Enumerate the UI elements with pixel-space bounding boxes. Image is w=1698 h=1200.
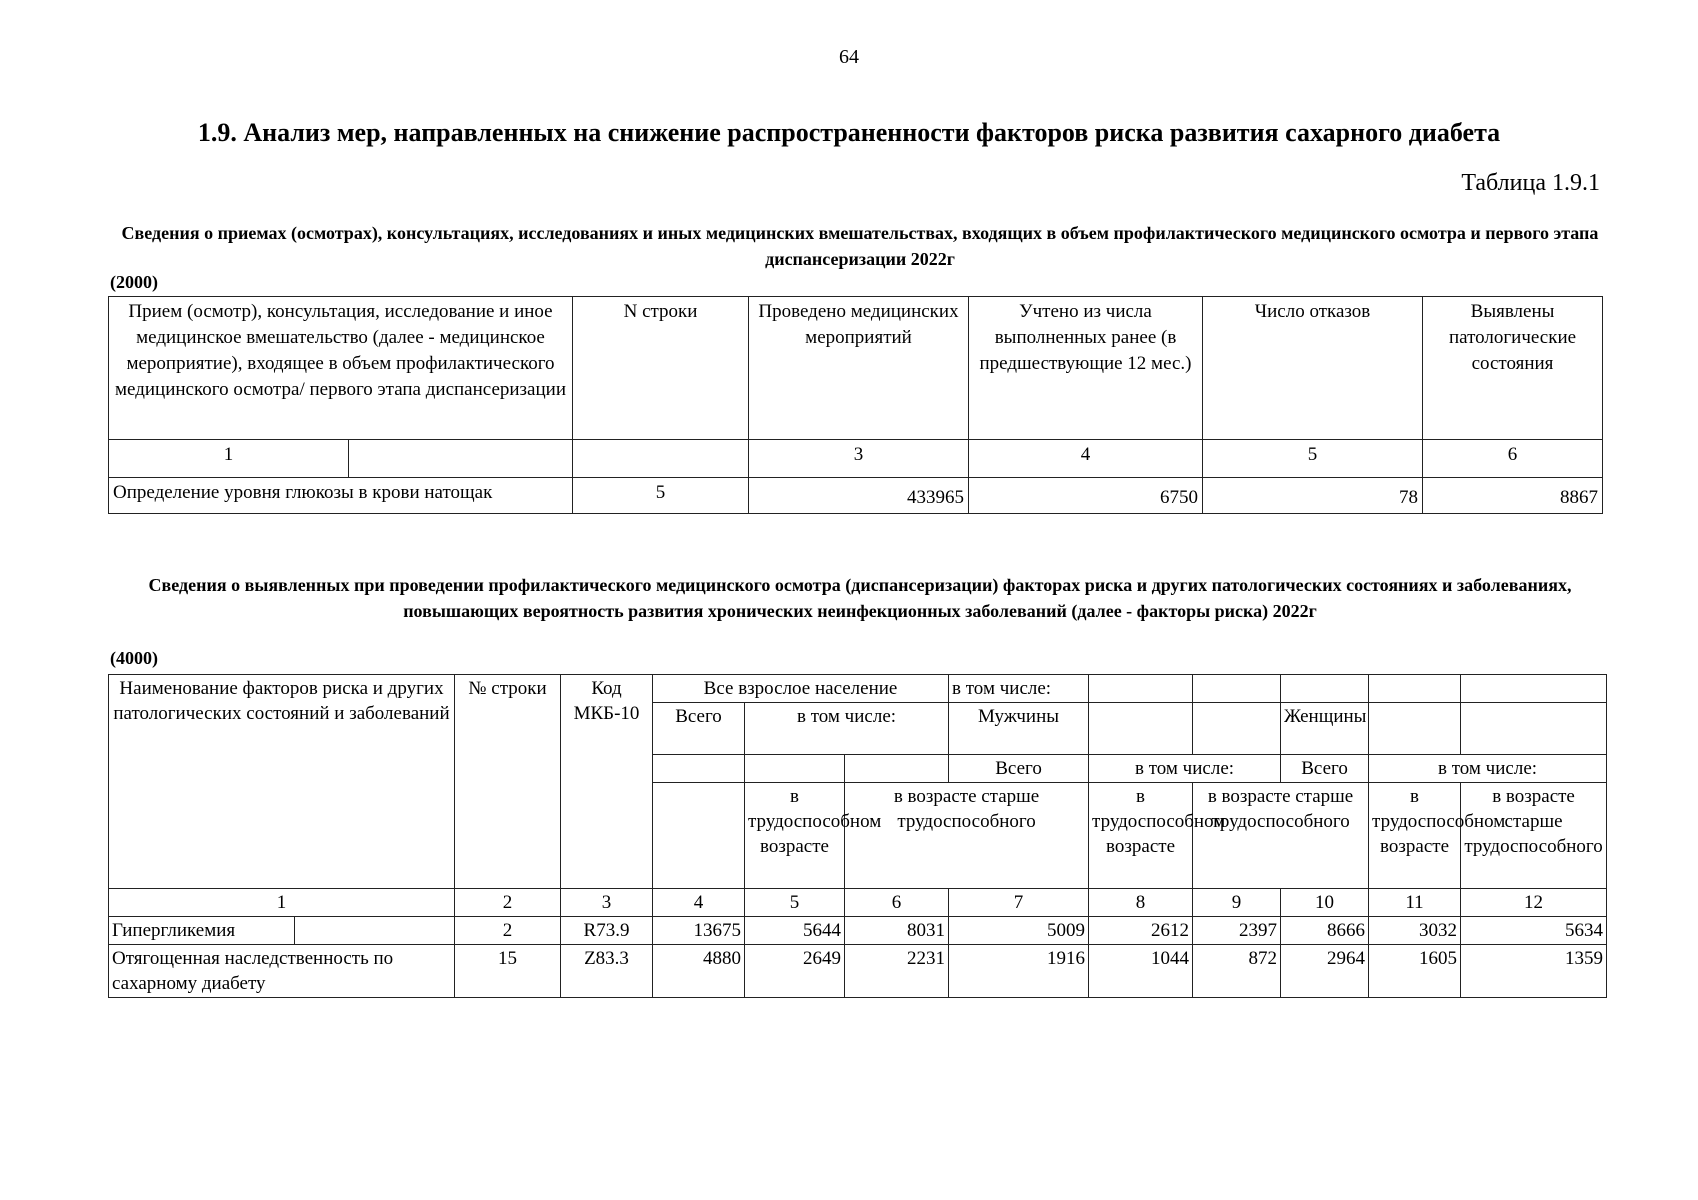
t2-row-name: Гипергликемия xyxy=(109,917,295,945)
t2-index-cell: 12 xyxy=(1461,889,1607,917)
t2-index-cell: 6 xyxy=(845,889,949,917)
t2-row-value: 1916 xyxy=(949,945,1089,998)
table1-form-code: (2000) xyxy=(110,272,158,292)
t2-header-women-total: Всего xyxy=(1281,755,1369,783)
t2-header-men-including: в том числе: xyxy=(1089,755,1281,783)
t2-row-name: Отягощенная наследственность по сахарному диабету xyxy=(109,945,455,998)
t2-empty-cell xyxy=(1089,675,1193,703)
t2-empty-cell xyxy=(1461,675,1607,703)
t2-header-older-all: в возрасте старше трудоспособного xyxy=(845,783,1089,889)
t2-header-icd: Код МКБ-10 xyxy=(561,675,653,889)
t2-row-value: 2612 xyxy=(1089,917,1193,945)
t2-row-value: 872 xyxy=(1193,945,1281,998)
t1-index-cell xyxy=(573,440,749,478)
t2-header-men-working-age: в трудоспособном возрасте xyxy=(1089,783,1193,889)
t2-empty-cell xyxy=(295,917,455,945)
t2-row-value: 8031 xyxy=(845,917,949,945)
t1-index-cell: 4 xyxy=(969,440,1203,478)
t2-empty-cell xyxy=(1281,675,1369,703)
t2-row-line: 15 xyxy=(455,945,561,998)
t1-header-counted: Учтено из числа выполненных ранее (в предшествующие 12 мес.) xyxy=(969,297,1203,440)
t2-header-older-men: в возрасте старше трудоспособного xyxy=(1193,783,1369,889)
t2-header-women-including: в том числе: xyxy=(1369,755,1607,783)
t2-header-line: № строки xyxy=(455,675,561,889)
t2-empty-cell xyxy=(1461,703,1607,755)
t2-header-women-working-age: в трудоспособном возрасте xyxy=(1369,783,1461,889)
t2-header-men: Мужчины xyxy=(949,703,1089,755)
t2-empty-cell xyxy=(1369,675,1461,703)
table-4000 xyxy=(108,674,1607,998)
t2-row-value: 3032 xyxy=(1369,917,1461,945)
table1-caption: Сведения о приемах (осмотрах), консультациях, исследованиях и иных медицинских вмешательствах, входящих в объем профилактического медицинского осмотра и первого этапа диспансеризации 2022г xyxy=(121,223,1599,269)
table-row xyxy=(109,917,1607,945)
t2-row-icd: R73.9 xyxy=(561,917,653,945)
t2-index-cell: 3 xyxy=(561,889,653,917)
t2-index-cell: 5 xyxy=(745,889,845,917)
t2-row-value: 13675 xyxy=(653,917,745,945)
t1-header-refusals: Число отказов xyxy=(1203,297,1423,440)
t2-header-including: в том числе: xyxy=(949,675,1089,703)
t2-index-row xyxy=(109,889,1607,917)
t1-index-cell: 1 xyxy=(109,440,349,478)
t1-index-cell: 5 xyxy=(1203,440,1423,478)
t1-index-cell: 6 xyxy=(1423,440,1603,478)
table1-header-row xyxy=(109,297,1603,440)
t2-index-cell: 10 xyxy=(1281,889,1369,917)
t2-index-cell: 9 xyxy=(1193,889,1281,917)
page-number: 64 xyxy=(839,46,859,68)
t2-header-including: в том числе: xyxy=(745,703,949,755)
t2-empty-cell xyxy=(653,755,745,783)
t2-header-total: Всего xyxy=(653,703,745,755)
table-2000 xyxy=(108,296,1603,514)
t2-header-name: Наименование факторов риска и других патологических состояний и заболеваний xyxy=(109,675,455,889)
t2-row-icd: Z83.3 xyxy=(561,945,653,998)
t2-row-value: 5009 xyxy=(949,917,1089,945)
table-row xyxy=(109,945,1607,998)
t2-row-value: 1359 xyxy=(1461,945,1607,998)
table2-caption: Сведения о выявленных при проведении профилактического медицинского осмотра (диспансеризации) факторах риска и других патологических состояниях и заболеваниях, повышающих вероятность развития хронических неинфекционных заболеваний (далее - факторы риска) 2022г xyxy=(148,575,1572,621)
t2-row-value: 5634 xyxy=(1461,917,1607,945)
t2-empty-cell xyxy=(1193,675,1281,703)
t1-index-cell: 3 xyxy=(749,440,969,478)
t2-empty-cell xyxy=(653,783,745,889)
t2-empty-cell xyxy=(1369,703,1461,755)
table-label: Таблица 1.9.1 xyxy=(1461,170,1600,196)
t2-empty-cell xyxy=(1089,703,1193,755)
t2-header-older-women: в возрасте старше трудоспособного xyxy=(1461,783,1607,889)
t1-row-counted: 6750 xyxy=(969,478,1203,514)
t2-index-cell: 11 xyxy=(1369,889,1461,917)
t1-index-cell xyxy=(349,440,573,478)
t2-row-value: 2231 xyxy=(845,945,949,998)
table-row xyxy=(109,478,1603,514)
section-title: 1.9. Анализ мер, направленных на снижение распространенности факторов риска развития сахарного диабета xyxy=(197,118,1501,147)
t2-index-cell: 2 xyxy=(455,889,561,917)
t2-header-all-adults: Все взрослое население xyxy=(653,675,949,703)
t2-header-row-1 xyxy=(109,675,1607,703)
t2-row-value: 2964 xyxy=(1281,945,1369,998)
t1-header-line: N строки xyxy=(573,297,749,440)
t2-header-men-total: Всего xyxy=(949,755,1089,783)
t1-row-name: Определение уровня глюкозы в крови натощак xyxy=(109,478,573,514)
t1-row-line: 5 xyxy=(573,478,749,514)
t1-header-measure: Прием (осмотр), консультация, исследование и иное медицинское вмешательство (далее - медицинское мероприятие), входящее в объем профилактического медицинского осмотра/ первого этапа диспансеризации xyxy=(109,297,573,440)
t2-row-value: 5644 xyxy=(745,917,845,945)
t2-header-working-age: в трудоспособном возрасте xyxy=(745,783,845,889)
t1-header-pathology: Выявлены патологические состояния xyxy=(1423,297,1603,440)
t2-index-cell: 7 xyxy=(949,889,1089,917)
t2-row-value: 2649 xyxy=(745,945,845,998)
t2-index-cell: 4 xyxy=(653,889,745,917)
t2-row-value: 2397 xyxy=(1193,917,1281,945)
t1-row-refusals: 78 xyxy=(1203,478,1423,514)
t2-empty-cell xyxy=(745,755,845,783)
t2-index-cell: 1 xyxy=(109,889,455,917)
t2-row-value: 1044 xyxy=(1089,945,1193,998)
t1-row-conducted: 433965 xyxy=(749,478,969,514)
t2-index-cell: 8 xyxy=(1089,889,1193,917)
t2-empty-cell xyxy=(1193,703,1281,755)
table1-index-row xyxy=(109,440,1603,478)
t2-row-value: 8666 xyxy=(1281,917,1369,945)
table2-form-code: (4000) xyxy=(110,648,158,668)
t2-header-women: Женщины xyxy=(1281,703,1369,755)
t2-row-line: 2 xyxy=(455,917,561,945)
t1-row-pathology: 8867 xyxy=(1423,478,1603,514)
t1-header-conducted: Проведено медицинских мероприятий xyxy=(749,297,969,440)
t2-row-value: 4880 xyxy=(653,945,745,998)
t2-row-value: 1605 xyxy=(1369,945,1461,998)
t2-empty-cell xyxy=(845,755,949,783)
